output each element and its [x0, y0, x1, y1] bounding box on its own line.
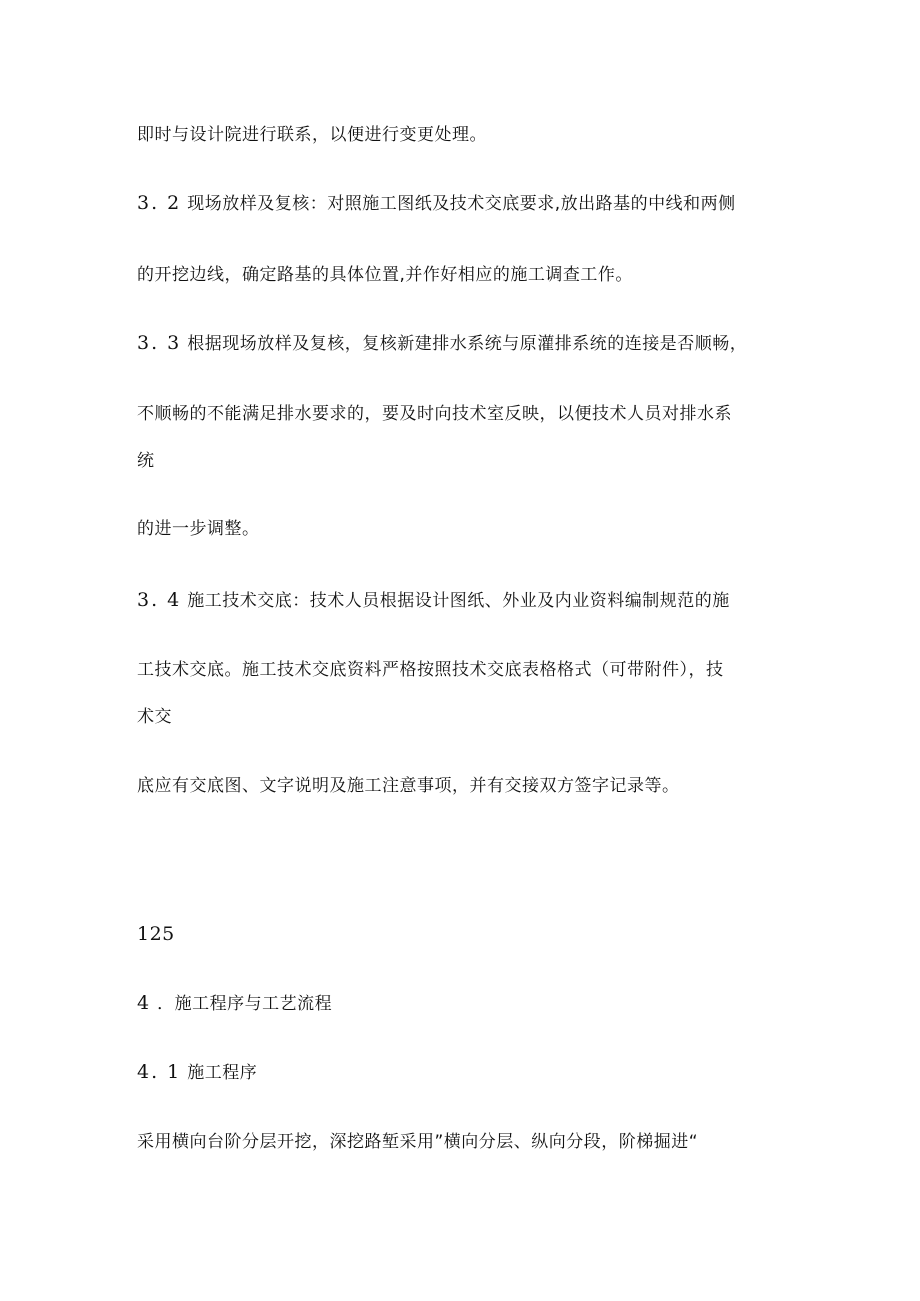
- section-number: 3. 4: [137, 589, 182, 611]
- section-number: 3. 3: [137, 332, 182, 354]
- text: 统: [137, 451, 155, 471]
- text: 现场放样及复核：对照施工图纸及技术交底要求,放出路基的中线和两侧: [187, 194, 736, 214]
- section-3-3-heading-line: [137, 332, 747, 355]
- section-3-4-heading-line: [137, 589, 730, 612]
- text: 根据现场放样及复核，复核新建排水系统与原灌排系统的连接是否顺畅，: [187, 334, 748, 354]
- text: 术交: [137, 707, 172, 727]
- text: ．施工程序与工艺流程: [157, 994, 333, 1014]
- section-4-1-heading-line: [137, 1061, 257, 1084]
- text: 施工技术交底：技术人员根据设计图纸、外业及内业资料编制规范的施: [187, 591, 730, 611]
- paragraph-line: [137, 1131, 698, 1153]
- text: 施工程序: [187, 1063, 258, 1083]
- paragraph-line: [137, 775, 680, 797]
- section-number: 4: [137, 992, 152, 1014]
- paragraph-line: [137, 403, 732, 425]
- paragraph-line: [137, 264, 633, 286]
- paragraph-line: [137, 450, 155, 472]
- paragraph-line: [137, 706, 172, 728]
- paragraph-line: [137, 518, 260, 540]
- section-number: 3. 2: [137, 192, 182, 214]
- section-3-2-heading-line: [137, 192, 736, 215]
- section-number: 4. 1: [137, 1061, 182, 1083]
- page-number: 125: [137, 923, 175, 945]
- text: 采用横向台阶分层开挖，深挖路堑采用”横向分层、纵向分段，阶梯掘进“: [137, 1132, 699, 1152]
- paragraph-line: [137, 124, 487, 146]
- text: 的开挖边线，确定路基的具体位置,并作好相应的施工调查工作。: [137, 265, 633, 285]
- text: 即时与设计院进行联系，以便进行变更处理。: [137, 125, 487, 145]
- text: 工技术交底。施工技术交底资料严格按照技术交底表格格式（可带附件），技: [137, 660, 724, 680]
- text: 不顺畅的不能满足排水要求的，要及时向技术室反映，以便技术人员对排水系: [137, 404, 732, 424]
- text: 的进一步调整。: [137, 519, 260, 539]
- paragraph-line: [137, 659, 724, 681]
- chapter-4-heading-line: [137, 992, 332, 1015]
- text: 底应有交底图、文字说明及施工注意事项，并有交接双方签字记录等。: [137, 776, 680, 796]
